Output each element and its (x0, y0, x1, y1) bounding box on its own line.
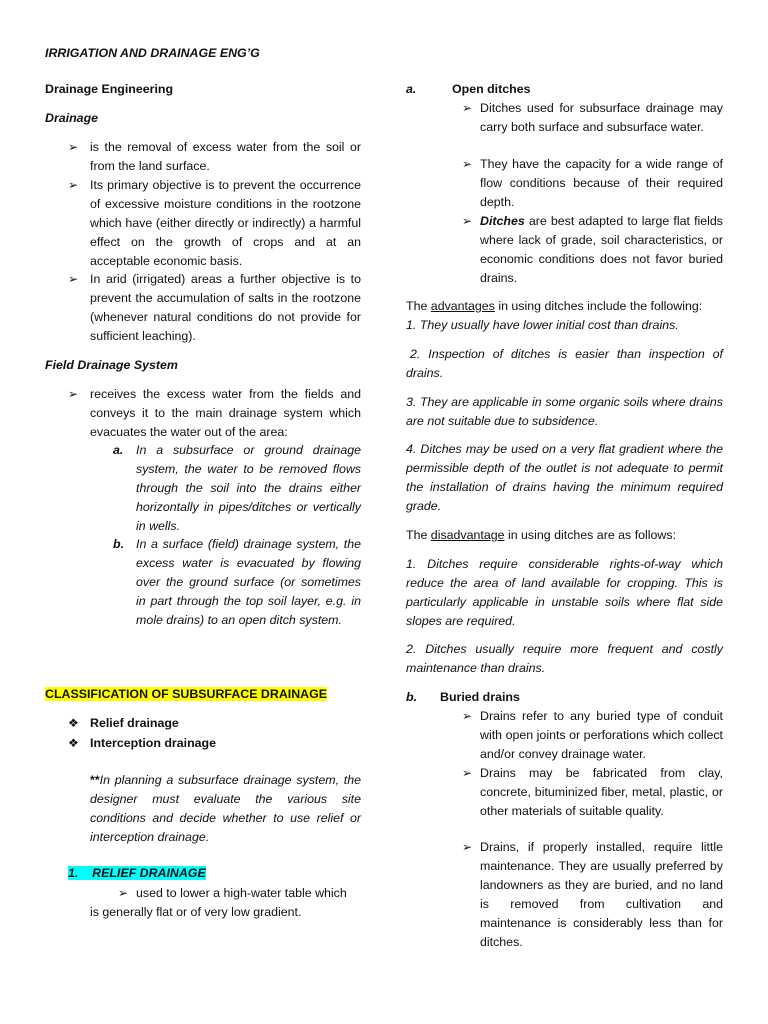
relief-text-line-1: used to lower a high-water table which (136, 886, 347, 900)
relief-heading-text: RELIEF DRAINAGE (92, 866, 206, 880)
disadvantage-intro-pre: The (406, 528, 431, 542)
field-item-a-text: In a subsurface or ground drainage system, the water to be removed flows through the soil into the drains either horizontally in pipes/ditches or vertically in wells. (136, 443, 361, 533)
arrow-bullet-icon: ➢ (462, 101, 473, 115)
field-drainage-bullet: receives the excess water from the fields and conveys it to the main drainage system which evacuates the water out of the area: (90, 387, 361, 439)
planning-note (90, 771, 361, 847)
arrow-bullet-icon: ➢ (118, 886, 129, 900)
diamond-bullet-icon: ❖ (68, 716, 79, 730)
advantages-intro (406, 297, 702, 316)
drainage-engineering-heading: Drainage Engineering (45, 82, 174, 96)
arrow-bullet-icon: ➢ (462, 157, 473, 171)
advantages-intro-post: in using ditches include the following: (494, 299, 703, 313)
arrow-bullet-icon: ➢ (68, 387, 79, 401)
arrow-bullet-icon: ➢ (462, 709, 473, 723)
arrow-bullet-icon: ➢ (68, 140, 79, 154)
buried-drains-label: b. (406, 690, 418, 704)
disadvantage-intro (406, 526, 676, 545)
relief-number: 1. (68, 866, 79, 880)
advantage-item-2: 2. Inspection of ditches is easier than inspection of drains. (406, 347, 723, 380)
disadvantage-item-1: 1. Ditches require considerable rights-of-way which reduce the area of land available for cropping. This is particularly applicable in unstable soils where flat side slopes are required. (406, 557, 723, 628)
arrow-bullet-icon: ➢ (462, 766, 473, 780)
ditches-bold-word: Ditches (480, 214, 525, 228)
disadvantage-word: disadvantage (430, 528, 505, 542)
document-title: IRRIGATION AND DRAINAGE ENG’G (45, 46, 260, 60)
buried-drains-bullet-3: Drains, if properly installed, require little maintenance. They are usually preferred by landowners as they are buried, and no land is removed from cultivation and maintenance is considerably less than for ditches. (480, 840, 723, 949)
relief-drainage-heading (68, 864, 206, 883)
drainage-bullet-2: Its primary objective is to prevent the occurrence of excessive moisture conditions in the rootzone which have (either directly or indirectly) a harmful effect on the growth of crops and at an acceptable economic basis. (90, 178, 361, 268)
field-item-b-label: b. (113, 537, 125, 551)
drainage-heading: Drainage (45, 111, 99, 125)
open-ditches-label: a. (406, 82, 417, 96)
note-text: In planning a subsurface drainage system, the designer must evaluate the various site conditions and decide whether to use relief or interception drainage. (90, 773, 361, 844)
diamond-bullet-icon: ❖ (68, 736, 79, 750)
classification-item-relief: Relief drainage (90, 716, 179, 730)
buried-drains-bullet-2: Drains may be fabricated from clay, concrete, bituminized fiber, metal, plastic, or other materials of suitable quality. (480, 766, 723, 818)
note-prefix: ** (90, 773, 100, 787)
advantage-item-3: 3. They are applicable in some organic soils where drains are not suitable due to subsidence. (406, 395, 723, 428)
advantages-intro-pre: The (406, 299, 431, 313)
drainage-bullet-1: is the removal of excess water from the soil or from the land surface. (90, 140, 361, 173)
arrow-bullet-icon: ➢ (68, 178, 79, 192)
arrow-bullet-icon: ➢ (462, 840, 473, 854)
disadvantage-item-2: 2. Ditches usually require more frequent and costly maintenance than drains. (406, 642, 723, 675)
relief-text-line-2: is generally flat or of very low gradient. (90, 905, 302, 919)
advantages-word: advantages (430, 299, 495, 313)
arrow-bullet-icon: ➢ (68, 272, 79, 286)
field-item-a-label: a. (113, 443, 124, 457)
buried-drains-heading: Buried drains (440, 690, 520, 704)
open-ditches-bullet-1: Ditches used for subsurface drainage may carry both surface and subsurface water. (480, 101, 723, 134)
ditches-bullet-rest: are best adapted to large flat fields where lack of grade, soil characteristics, or economic conditions does not favor buried drains. (480, 214, 723, 285)
open-ditches-bullet-2: They have the capacity for a wide range of flow conditions because of their required depth. (480, 157, 723, 209)
open-ditches-bullet-3 (480, 212, 723, 288)
field-item-b-text: In a surface (field) drainage system, the excess water is evacuated by flowing over the ground surface (or sometimes in part through the top soil layer, e.g. in mole drains) to an open ditch system. (136, 537, 361, 627)
advantage-item-1: 1. They usually have lower initial cost than drains. (406, 318, 679, 332)
classification-heading (45, 685, 327, 704)
drainage-bullet-3: In arid (irrigated) areas a further objective is to prevent the accumulation of salts in the rootzone (whenever natural conditions do not provide for sufficient leaching). (90, 272, 361, 343)
field-drainage-heading: Field Drainage System (45, 358, 178, 372)
open-ditches-heading: Open ditches (452, 82, 531, 96)
classification-item-interception: Interception drainage (90, 736, 216, 750)
buried-drains-bullet-1: Drains refer to any buried type of conduit with open joints or perforations which collect and/or convey drainage water. (480, 709, 723, 761)
advantage-item-4: 4. Ditches may be used on a very flat gradient where the permissible depth of the outlet is not adequate to permit the installation of drains having the minimum required grade. (406, 442, 723, 513)
disadvantage-intro-post: in using ditches are as follows: (504, 528, 677, 542)
classification-heading-text: CLASSIFICATION OF SUBSURFACE DRAINAGE (45, 687, 328, 701)
arrow-bullet-icon: ➢ (462, 214, 473, 228)
